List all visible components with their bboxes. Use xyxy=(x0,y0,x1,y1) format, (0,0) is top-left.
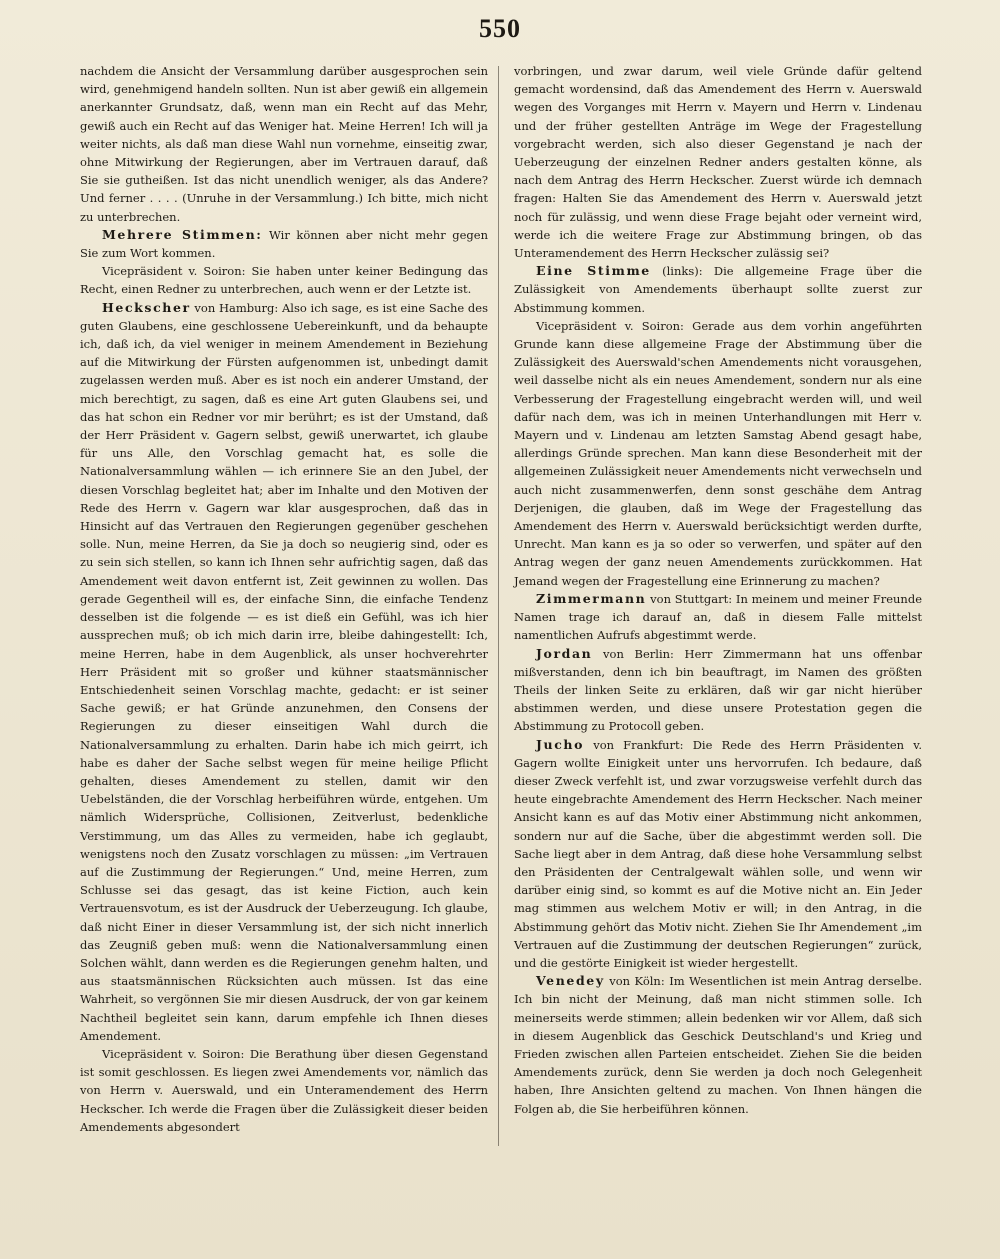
speaker-name: Mehrere Stimmen: xyxy=(102,226,263,242)
right-column xyxy=(514,62,922,1136)
paragraph xyxy=(80,62,488,226)
paragraph xyxy=(514,590,922,645)
paragraph-text: von Frankfurt: Die Rede des Herrn Präsidenten v. Gagern wollte Einigkeit unter uns hervorrufen. Ich bedaure, daß dieser Zweck verfehlt ist, und zwar vorzugsweise verfehlt durch das heute eingebrachte Amendement des Herrn Heckscher. Nach meiner Ansicht kann es auf das Motiv einer Abstimmung nicht ankommen, sondern nur auf die Sache, über die abgestimmt werden soll. Die Sache liegt aber in dem Antrag, daß diese hohe Versammlung selbst den Präsidenten der Centralgewalt wählen solle, und wenn wir darüber einig sind, so kommt es auf die Motive nicht an. Ein Jeder mag stimmen aus welchem Motiv er will; in den Antrag, in die Abstimmung gehört das Motiv nicht. Ziehen Sie Ihr Amendement „im Vertrauen auf die Zustimmung der deutschen Regierungen“ zurück, und die gestörte Einigkeit ist wieder hergestellt. xyxy=(514,737,922,970)
paragraph-text: Vicepräsident v. Soiron: Die Berathung über diesen Gegenstand ist somit geschlossen. Es liegen zwei Amendements vor, nämlich das von Herrn v. Auerswald, und ein Unteramendement des Herrn Heckscher. Ich werde die Fragen über die Zulässigkeit dieser beiden Amendements abgesondert xyxy=(80,1046,488,1134)
speaker-name: Jucho xyxy=(536,736,585,752)
paragraph-text: von Hamburg: Also ich sage, es ist eine Sache des guten Glaubens, eine geschlossene Uebereinkunft, und da behaupte ich, daß ich, da viel weniger in meinem Amendement in Beziehung auf die Mitwirkung der Fürsten aufgenommen ist, unbedingt damit zugelassen werden muß. Aber es ist noch ein anderer Umstand, der mich berechtigt, zu sagen, daß es eine Art guten Glaubens sei, und das hat schon ein Redner vor mir berührt; es ist der Umstand, daß der Herr Präsident v. Gagern selbst, gewiß unerwartet, ich glaube für uns Alle, den Vorschlag gemacht hat, es solle die Nationalversammlung wählen — ich erinnere Sie an den Jubel, der diesen Vorschlag begleitet hat; aber im Inhalte und den Motiven der Rede des Herrn v. Gagern war klar ausgesprochen, daß das in Hinsicht auf das Vertrauen den Regierungen gegenüber geschehen solle. Nun, meine Herren, da Sie ja doch so neugierig sind, oder es zu sein sich stellen, so kann ich Ihnen sehr aufrichtig sagen, daß das Amendement weit davon entfernt ist, Zeit gewinnen zu wollen. Das gerade Gegentheil will es, der einfache Sinn, die einfache Tendenz desselben ist die folgende — es ist dieß ein Gefühl, was ich hier aussprechen muß; ob ich mich darin irre, bleibe dahingestellt: Ich, meine Herren, habe in dem Augenblick, als unser hochverehrter Herr Präsident mit so großer und kühner staatsmännischer Entschiedenheit seinen Vorschlag machte, gedacht: er ist seiner Sache gewiß; er hat Gründe anzunehmen, den Consens der Regierungen zu dieser einseitigen Wahl durch die Nationalversammlung zu erhalten. Darin habe ich mich geirrt, ich habe es daher der Sache selbst wegen für meine heilige Pflicht gehalten, dieses Amendement zu stellen, damit wir den Uebelständen, die der Vorschlag herbeiführen würde, entgehen. Um nämlich Widersprüche, Collisionen, Zeitverlust, bedenkliche Verstimmung, um das Alles zu vermeiden, habe ich geglaubt, wenigstens noch den Zusatz vorschlagen zu müssen: „im Vertrauen auf die Zustimmung der Regierungen.“ Und, meine Herren, zum Schlusse sei das gesagt, das ist keine Fiction, auch kein Vertrauensvotum, es ist der Ausdruck der Ueberzeugung. Ich glaube, daß nicht Einer in dieser Versammlung ist, der sich nicht innerlich das Zeugniß geben muß: wenn die Nationalversammlung einen Solchen wählt, dann werden es die Regierungen genehm halten, und aus staatsmännischen Rücksichten auch müssen. Ist das eine Wahrheit, so vergönnen Sie mir diesen Ausdruck, der von gar keinem Nachtheil begleitet sein kann, darum empfehle ich Ihnen dieses Amendement. xyxy=(80,300,488,1043)
paragraph xyxy=(80,1045,488,1136)
speaker-name: Zimmermann xyxy=(536,590,647,606)
paragraph xyxy=(80,262,488,298)
left-column xyxy=(80,62,488,1136)
paragraph xyxy=(514,262,922,317)
paragraph-text: von Berlin: Herr Zimmermann hat uns offenbar mißverstanden, denn ich bin beauftragt, im Namen des größten Theils der linken Seite zu erklären, daß wir gar nicht hierüber abstimmen werden, und diese unsere Protestation gegen die Abstimmung zu Protocoll geben. xyxy=(514,646,922,734)
paragraph-text: nachdem die Ansicht der Versammlung darüber ausgesprochen sein wird, genehmigend handeln sollten. Nun ist aber gewiß ein allgemein anerkannter Grundsatz, daß, wenn man ein Recht auf das Mehr, gewiß auch ein Recht auf das Weniger hat. Meine Herren! Ich will ja weiter nichts, als daß man diese Wahl nun vornehme, einseitig zwar, ohne Mitwirkung der Regierungen, aber im Vertrauen darauf, daß Sie sie gutheißen. Ist das nicht unendlich weniger, als das Andere? Und ferner . . . . (Unruhe in der Versammlung.) Ich bitte, mich nicht zu unterbrechen. xyxy=(80,64,488,224)
speaker-name: Venedey xyxy=(536,973,605,989)
speaker-name: Eine Stimme xyxy=(536,263,651,279)
paragraph-text: vorbringen, und zwar darum, weil viele Gründe dafür geltend gemacht wordensind, daß das Amendement des Herrn v. Auerswald wegen des Vorganges mit Herrn v. Mayern und Herrn v. Lindenau und der früher gestellten Anträge im Wege der Fragestellung vorgebracht werden, sich also dieser Gegenstand je nach der Ueberzeugung der einzelnen Redner anders gestalten könne, als nach dem Antrag des Herrn Heckscher. Zuerst würde ich demnach fragen: Halten Sie das Amendement des Herrn v. Auerswald jetzt noch für zulässig, und wenn diese Frage bejaht oder verneint wird, werde ich die weitere Frage zur Abstimmung bringen, ob das Unteramendement des Herrn Heckscher zulässig sei? xyxy=(514,64,922,261)
paragraph xyxy=(514,317,922,590)
speaker-name: Heckscher xyxy=(102,299,191,315)
paragraph-text: Vicepräsident v. Soiron: Gerade aus dem vorhin angeführten Grunde kann diese allgemeine Frage der Abstimmung über die Zulässigkeit des Auerswald'schen Amendements nicht vorausgehen, weil dasselbe nicht als ein neues Amendement, sondern nur als eine Verbesserung der Fragestellung eingebracht werden will, und weil dafür nach dem, was ich in meinen Unterhandlungen mit Herr v. Mayern und v. Lindenau am letzten Samstag Abend gesagt habe, allerdings Gründe sprechen. Man kann diese Besonderheit mit der allgemeinen Zulässigkeit neuer Amendements nicht verwechseln und auch nicht zusammenwerfen, denn sonst geschähe dem Antrag Derjenigen, die glauben, daß im Wege der Fragestellung das Amendement des Herrn v. Auerswald berücksichtigt werden durfte, Unrecht. Man kann es ja so oder so verwerfen, und später auf den Antrag wegen der ganz neuen Amendements zurückkommen. Hat Jemand wegen der Fragestellung eine Erinnerung zu machen? xyxy=(514,318,922,588)
paragraph xyxy=(514,645,922,736)
paragraph-text: von Stuttgart: In meinem und meiner Freunde Namen trage ich darauf an, daß in diesem Falle mittelst namentlichen Aufrufs abgestimmt werde. xyxy=(514,591,922,643)
paragraph-text: (links): Die allgemeine Frage über die Zulässigkeit von Amendements überhaupt sollte zuerst zur Abstimmung kommen. xyxy=(514,264,923,315)
paragraph xyxy=(514,62,922,262)
page-number: 550 xyxy=(479,14,521,43)
paragraph-text: von Köln: Im Wesentlichen ist mein Antrag derselbe. Ich bin nicht der Meinung, daß man nicht stimmen solle. Ich meinerseits werde stimmen; allein bedenken wir vor Allem, daß sich in diesem Augenblick das Geschick Deutschland's und Krieg und Frieden zwischen allen Parteien entscheidet. Ziehen Sie die beiden Amendements zurück, denn Sie werden ja doch noch Gelegenheit haben, Ihre Ansichten geltend zu machen. Von Ihnen hängen die Folgen ab, die Sie herbeiführen können. xyxy=(514,974,922,1116)
text-columns xyxy=(80,62,922,1136)
paragraph xyxy=(514,736,922,973)
speaker-name: Jordan xyxy=(536,645,593,661)
paragraph xyxy=(80,299,488,1045)
paragraph-text: Wir können aber nicht mehr gegen Sie zum Wort kommen. xyxy=(80,227,488,261)
paragraph xyxy=(80,226,488,262)
paragraph xyxy=(514,972,922,1118)
paragraph-text: Vicepräsident v. Soiron: Sie haben unter keiner Bedingung das Recht, einen Redner zu unterbrechen, auch wenn er der Letzte ist. xyxy=(80,264,488,297)
